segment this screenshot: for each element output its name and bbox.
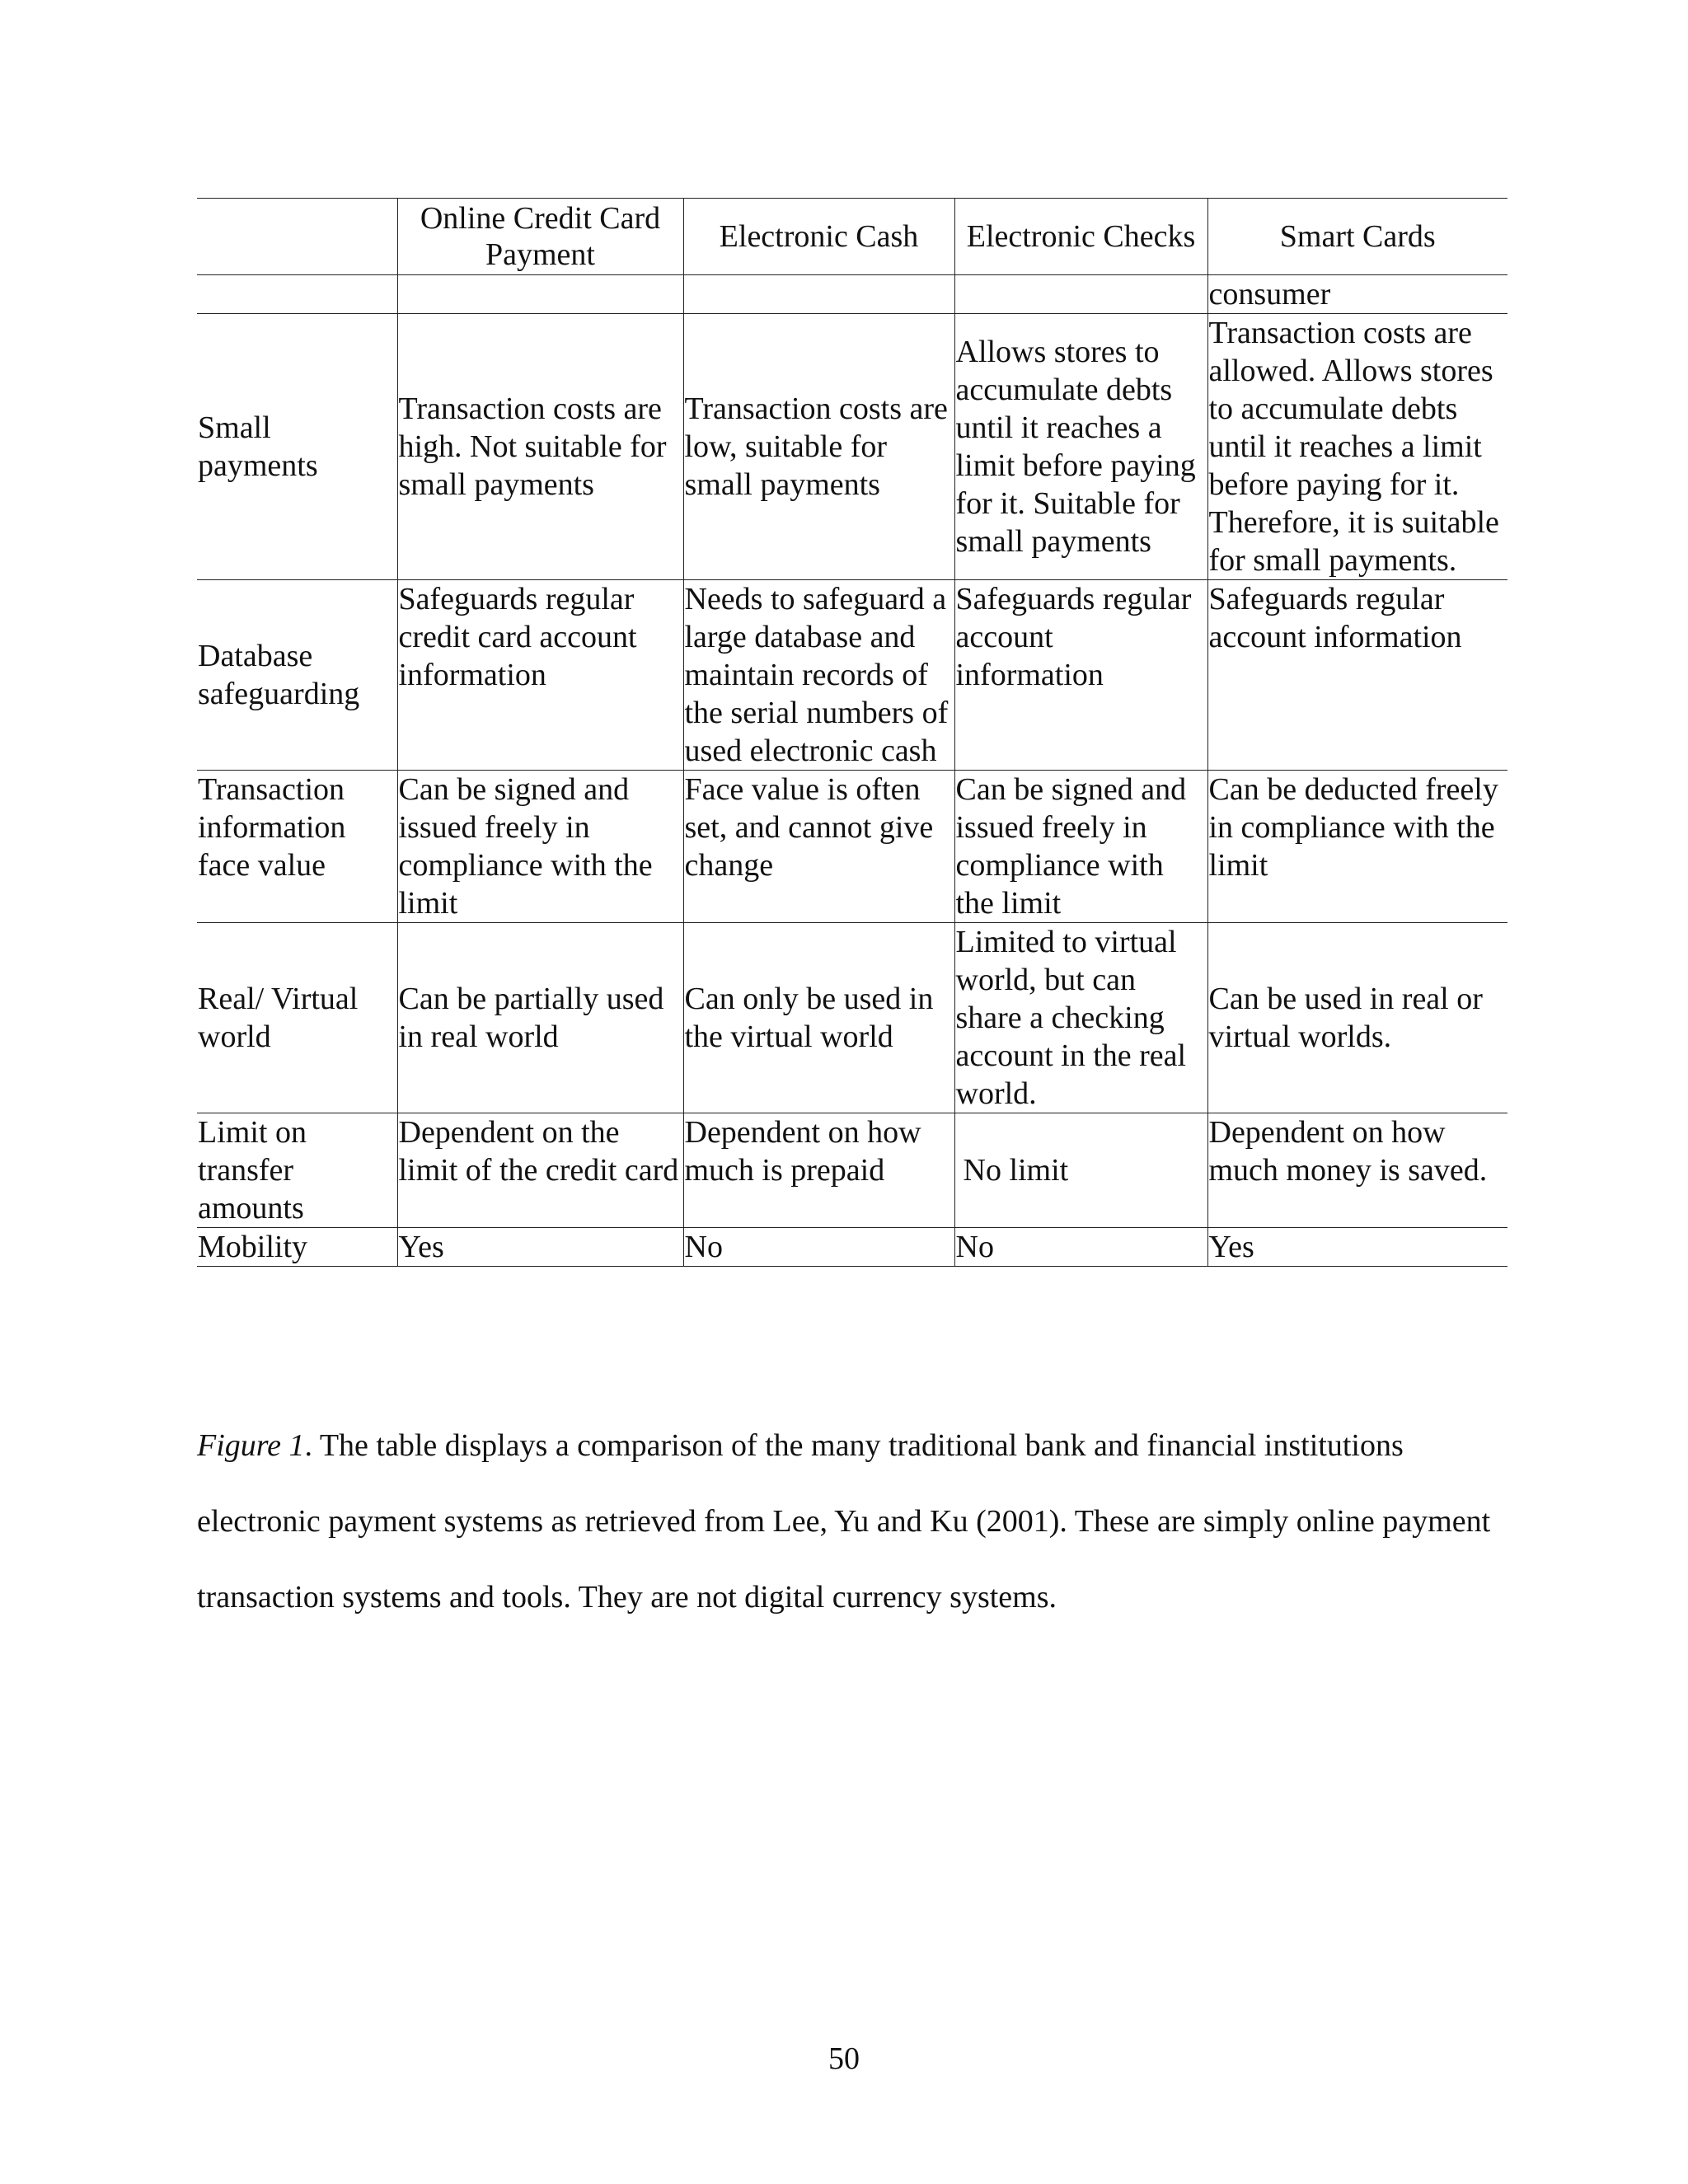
table-cell: Transaction costs are high. Not suitable for small payments — [397, 314, 683, 580]
row-label: Small payments — [197, 314, 397, 580]
table-cell: Can be signed and issued freely in compliance with the limit — [397, 771, 683, 923]
table-row-small-payments — [197, 314, 1507, 580]
table-cell — [397, 275, 683, 314]
table-cell: Yes — [397, 1228, 683, 1267]
table-cell: Allows stores to accumulate debts until it reaches a limit before paying for it. Suitable for small payments — [954, 314, 1207, 580]
table-cell: Dependent on how much is prepaid — [683, 1113, 954, 1228]
table-row-face-value — [197, 771, 1507, 923]
page-number: 50 — [828, 2041, 860, 2076]
table-cell: Can be partially used in real world — [397, 923, 683, 1113]
table-cell: Dependent on the limit of the credit card — [397, 1113, 683, 1228]
table-cell — [197, 275, 397, 314]
table-cell: Can only be used in the virtual world — [683, 923, 954, 1113]
table-cell — [954, 275, 1207, 314]
table-cell: Can be deducted freely in compliance with the limit — [1207, 771, 1507, 923]
header-cell-smart-cards: Smart Cards — [1207, 199, 1507, 275]
row-label: Mobility — [197, 1228, 397, 1267]
row-label: Real/ Virtual world — [197, 923, 397, 1113]
figure-caption — [197, 1408, 1507, 1635]
table-header-row — [197, 199, 1507, 275]
table-cell: Safeguards regular account information — [1207, 580, 1507, 771]
row-label: Limit on transfer amounts — [197, 1113, 397, 1228]
table-cell: Limited to virtual world, but can share a checking account in the real world. — [954, 923, 1207, 1113]
continuation-row — [197, 275, 1507, 314]
table-cell: Yes — [1207, 1228, 1507, 1267]
table-row-real-virtual-world — [197, 923, 1507, 1113]
caption-text: . The table displays a comparison of the many traditional bank and financial institutions electronic payment systems as retrieved from Lee, Yu and Ku (2001). These are simply online payment transaction systems and tools. They are not digital currency systems. — [197, 1428, 1491, 1615]
table-cell: No — [954, 1228, 1207, 1267]
table-row-mobility — [197, 1228, 1507, 1267]
header-cell-empty — [197, 199, 397, 275]
table-cell: Needs to safeguard a large database and maintain records of the serial numbers of used electronic cash — [683, 580, 954, 771]
table-cell: Can be signed and issued freely in compliance with the limit — [954, 771, 1207, 923]
row-label: Database safeguarding — [197, 580, 397, 771]
figure-label: Figure 1 — [197, 1428, 305, 1463]
header-cell-electronic-checks: Electronic Checks — [954, 199, 1207, 275]
header-cell-credit-card: Online Credit Card Payment — [397, 199, 683, 275]
comparison-table — [197, 198, 1507, 1267]
table-cell: consumer — [1207, 275, 1507, 314]
table-cell: Dependent on how much money is saved. — [1207, 1113, 1507, 1228]
table-cell: No limit — [954, 1113, 1207, 1228]
table-cell: Safeguards regular account information — [954, 580, 1207, 771]
table-row-limit-on-transfer — [197, 1113, 1507, 1228]
table-cell: Face value is often set, and cannot give change — [683, 771, 954, 923]
table-cell: Safeguards regular credit card account information — [397, 580, 683, 771]
header-cell-electronic-cash: Electronic Cash — [683, 199, 954, 275]
table-cell: No — [683, 1228, 954, 1267]
table-cell: Transaction costs are low, suitable for small payments — [683, 314, 954, 580]
table-cell: Can be used in real or virtual worlds. — [1207, 923, 1507, 1113]
table-cell — [683, 275, 954, 314]
table-cell: Transaction costs are allowed. Allows stores to accumulate debts until it reaches a limit before paying for it. Therefore, it is suitable for small payments. — [1207, 314, 1507, 580]
table-row-database-safeguarding — [197, 580, 1507, 771]
row-label: Transaction information face value — [197, 771, 397, 923]
